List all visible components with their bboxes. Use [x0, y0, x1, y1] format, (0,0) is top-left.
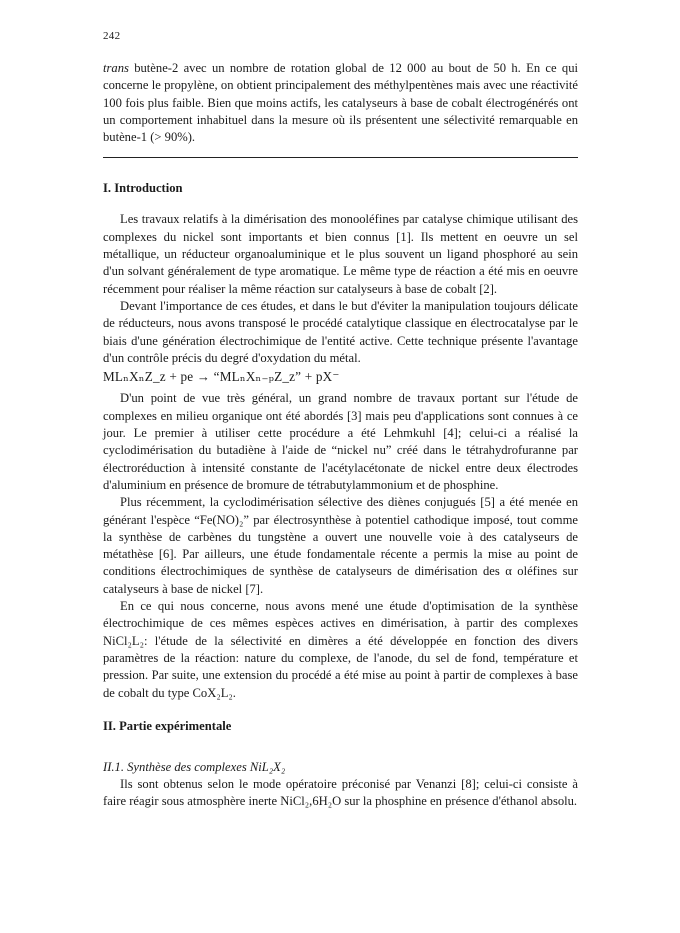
page-number: 242	[103, 30, 121, 42]
subsection-heading: II.1. Synthèse des complexes NiL₂X₂	[103, 759, 286, 774]
spacer	[103, 749, 578, 759]
page-body	[103, 60, 578, 810]
intro-paragraph-5: En ce qui nous concerne, nous avons mené une étude d'optimisation de la synthèse électrochimique de ces mêmes espèces actives en dimérisation, à partir des complexes NiCl₂L₂: l'étude de la sélectivité en dimères a été développée en fonction des divers paramètres de la réaction: nature du complexe, de l'anode, du sel de fond, température et pression. Par suite, une extension du procédé a été mise au point à partir de complexes à base de cobalt du type CoX₂L₂.	[103, 599, 578, 700]
intro-paragraph-4: Plus récemment, la cyclodimérisation sélective des diènes conjugués [5] a été menée en générant l'espèce “Fe(NO)₂” par électrosynthèse à potentiel cathodique imposé, tout comme la synthèse de carbènes du tungstène a ouvert une nouvelle voie à des catalyseurs de métathèse [6]. Par ailleurs, une étude fondamentale récente a permis la mise au point de conditions électrochimiques de synthèse de catalyseurs de dimérisation des α oléfines sur catalyseurs à base de nickel [7].	[103, 495, 578, 596]
section-heading-introduction: I. Introduction	[103, 181, 183, 196]
intro-paragraph-2: Devant l'importance de ces études, et dans le but d'éviter la manipulation toujours délicate de réducteurs, nous avons transposé le procédé catalytique classique en électrocatalyse par le biais d'une génération électrochimique de l'entité active. Cette technique présente l'avantage d'un contrôle précis du degré d'oxydation du métal.	[103, 298, 578, 365]
spacer	[103, 702, 578, 718]
section-heading-experimental: II. Partie expérimentale	[103, 718, 232, 733]
intro-paragraph-3: D'un point de vue très général, un grand nombre de travaux portant sur l'étude de complexes en milieu organique ont été abordés [3] mais peu d'applications sont connues à ce jour. Le premier à utiliser cette procédure a été Lehmkuhl [4]; celui-ci a réalisé la cyclodimérisation du butadiène à l'aide de “nickel nu” créé dans le tétrahydrofuranne par électroréduction à intensité constante de l'acétylacétonate de nickel entre deux électrodes d'aluminium en présence de bromure de tétrabutylammonium et de phosphine.	[103, 391, 578, 492]
reaction-equation: MLₙXₙZ_z + pe → “MLₙXₙ₋ₚZ_z” + pX⁻	[103, 369, 340, 385]
abstract-italic-word: trans	[103, 61, 129, 75]
section-divider	[103, 157, 578, 158]
intro-paragraph-1: Les travaux relatifs à la dimérisation des monooléfines par catalyse chimique utilisant des complexes du nickel sont importants et bien connus [1]. Ils mettent en oeuvre un sel métallique, un réducteur organoaluminique et le plus souvent un ligand phosphoré au sein d'un solvant généralement de type aromatique. Le même type de réaction a été mis en oeuvre récemment pour réaliser la même réaction sur catalyseurs à base de cobalt [2].	[103, 212, 578, 296]
abstract-text: butène-2 avec un nombre de rotation global de 12 000 au bout de 50 h. En ce qui concerne le propylène, on obtient principalement des méthylpentènes mais avec une réactivité 100 fois plus faible. Bien que moins actifs, les catalyseurs à base de cobalt électrogénérés ont un comportement inhabituel dans la mesure où ils présentent une sélectivité remarquable en butène-1 (> 90%).	[103, 61, 578, 145]
experimental-paragraph-1: Ils sont obtenus selon le mode opératoire préconisé par Venanzi [8]; celui-ci consiste à faire réagir sous atmosphère inerte NiCl₂,6H₂O sur la phosphine en présence d'éthanol absolu.	[103, 776, 578, 809]
abstract-paragraph	[103, 60, 578, 146]
